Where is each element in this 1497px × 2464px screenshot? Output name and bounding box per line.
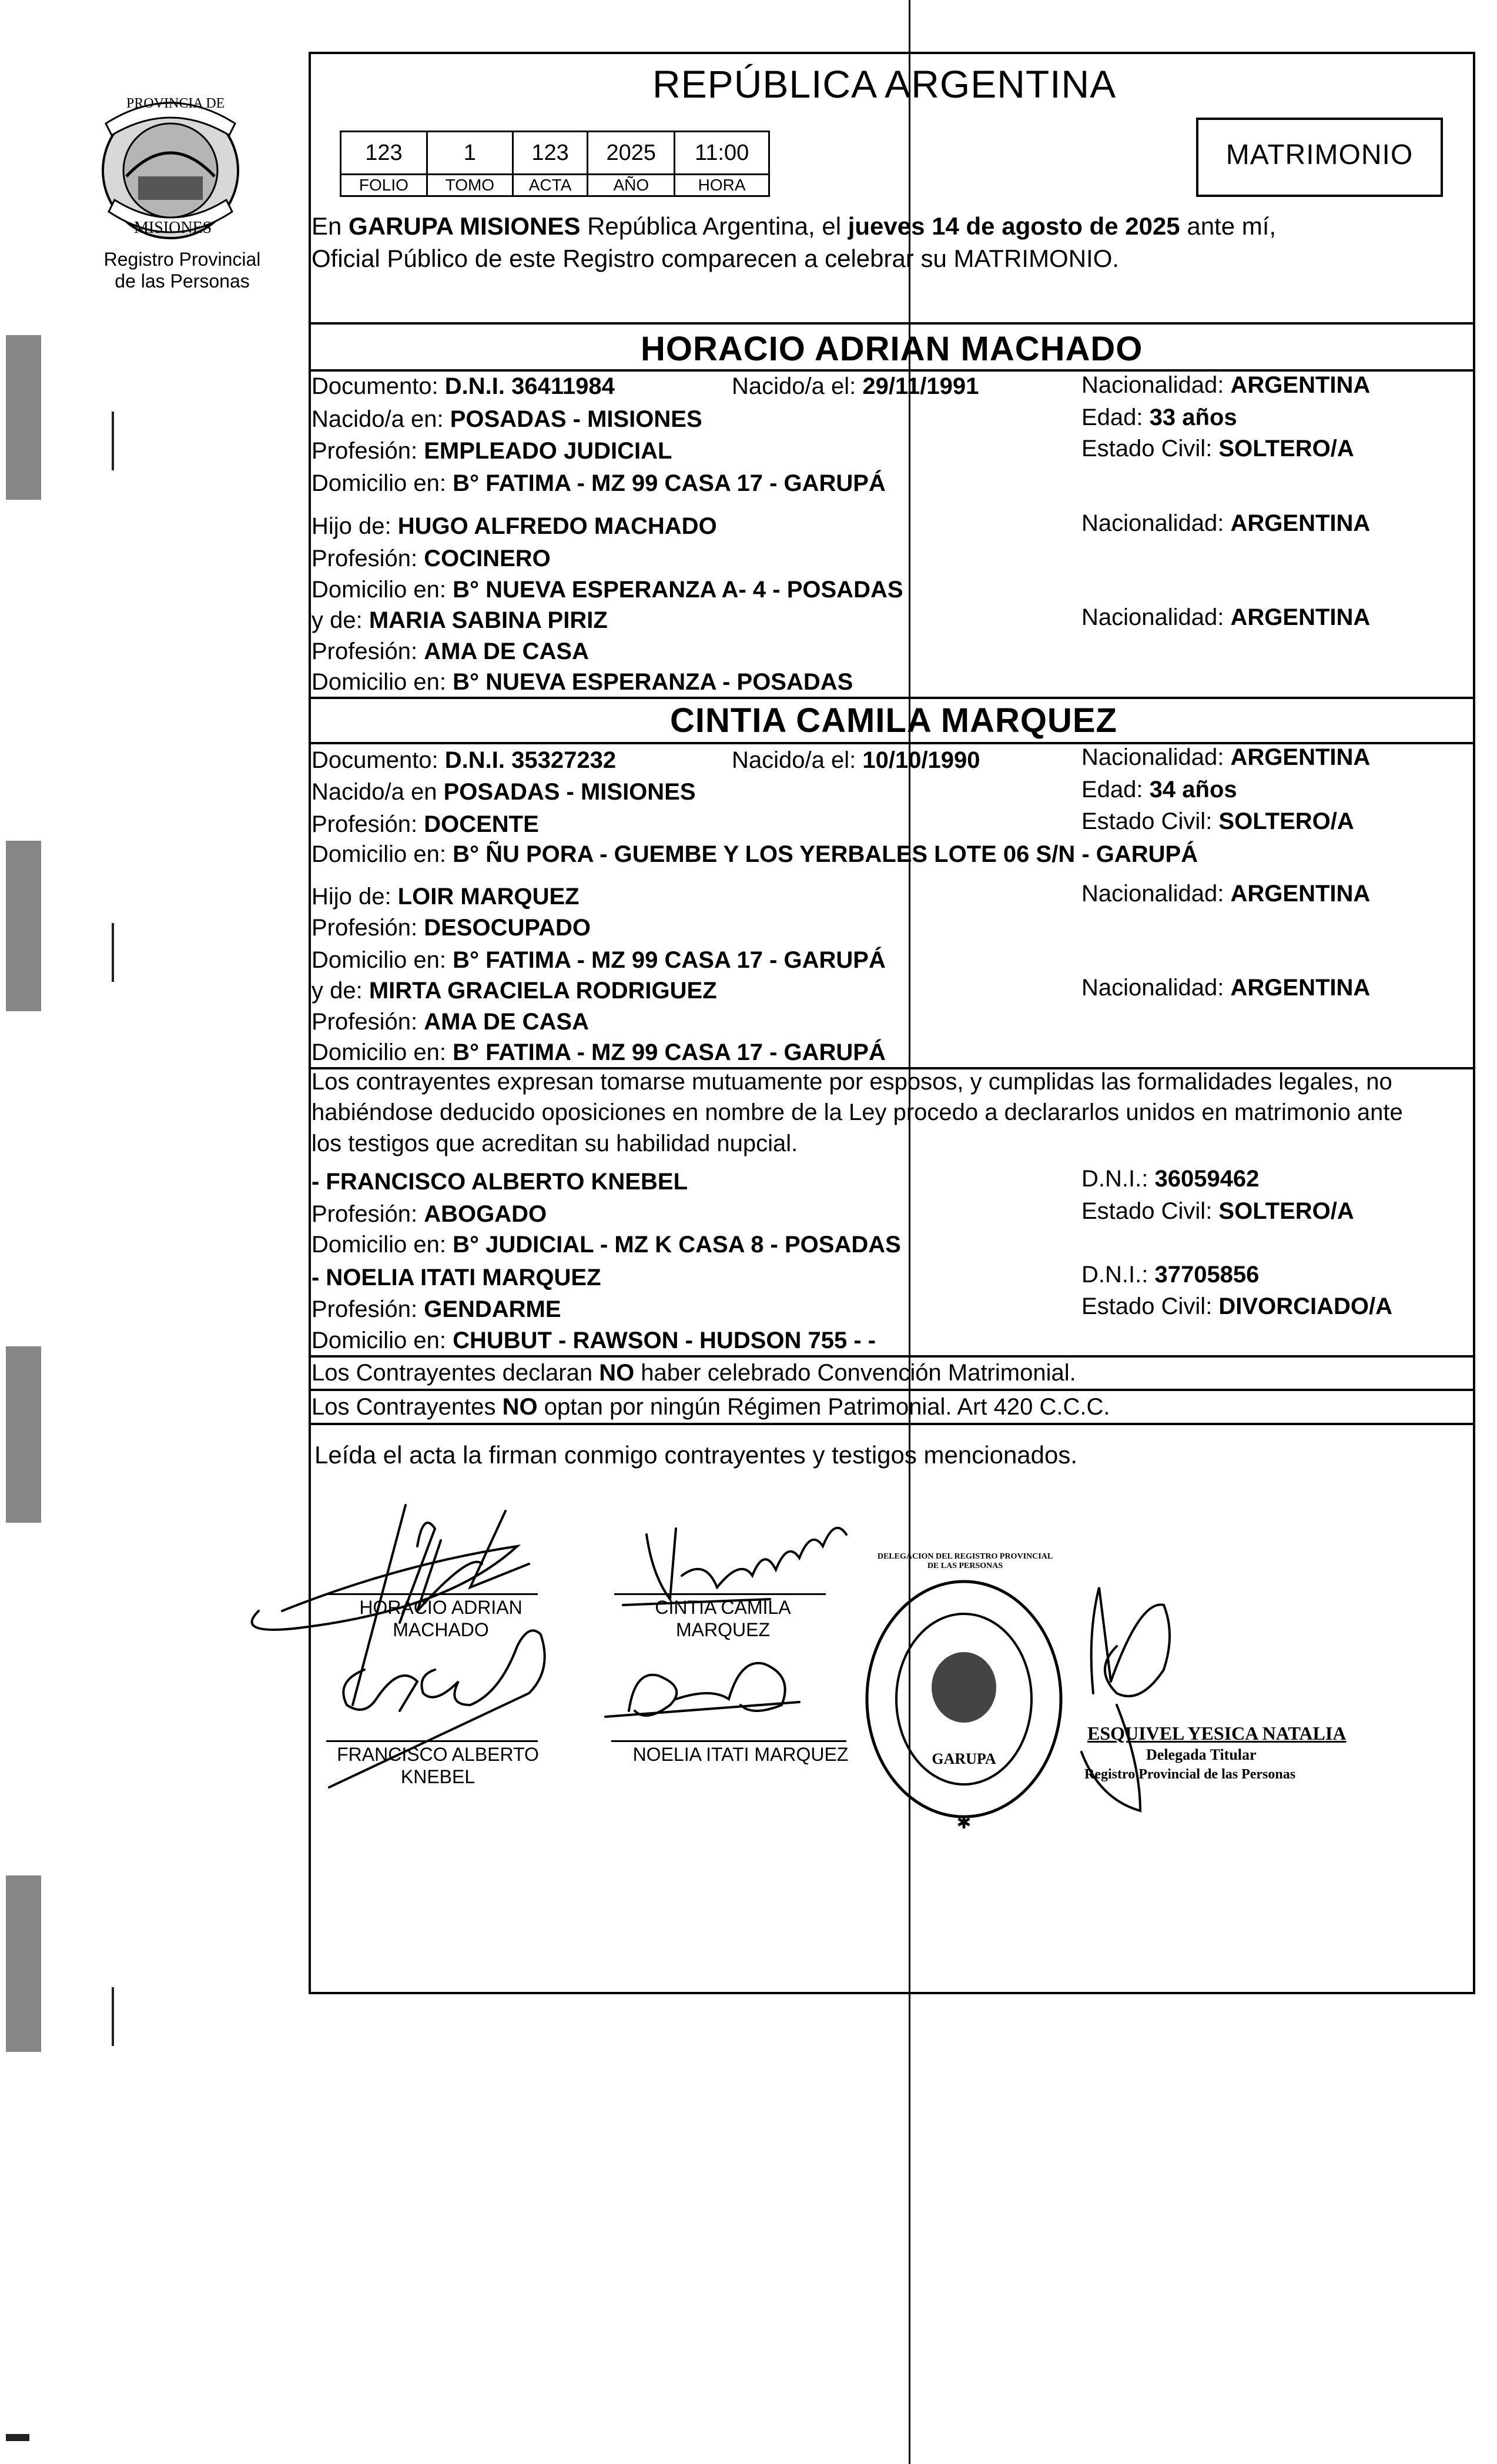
value: 29/11/1991 — [862, 373, 979, 399]
divider — [309, 1389, 1475, 1391]
sig-line — [326, 1740, 538, 1742]
intro-line-2: Oficial Público de este Registro comparecen a celebrar su MATRIMONIO. — [312, 245, 1120, 272]
label: Domicilio en: — [312, 841, 453, 867]
label: Nacido/a en: — [312, 406, 450, 432]
official-stamp — [858, 1570, 1070, 1834]
intro-line-1 — [312, 212, 1276, 241]
label: Profesión: — [312, 638, 424, 664]
value: ARGENTINA — [1230, 372, 1371, 398]
spouse1-mother-nacionalidad — [1081, 603, 1370, 632]
label: Nacido/a el: — [732, 373, 863, 399]
value: B° FATIMA - MZ 99 CASA 17 - GARUPÁ — [453, 470, 886, 496]
spouse1-nacido-en — [312, 404, 702, 434]
sig-label-spouse2 — [635, 1596, 811, 1641]
label: Estado Civil: — [1081, 436, 1219, 462]
label: Documento: — [312, 373, 445, 399]
registry-stamp-icon — [858, 1570, 1070, 1834]
spouse1-mother-profesion — [312, 637, 589, 666]
sig-line — [611, 1740, 846, 1742]
label: Profesión: — [312, 1201, 424, 1227]
sig-label-witness1 — [329, 1743, 547, 1788]
label: Nacionalidad: — [1081, 372, 1231, 398]
value: EMPLEADO JUDICIAL — [424, 438, 672, 464]
label: Nacionalidad: — [1081, 975, 1231, 1001]
label: Hijo de: — [312, 513, 398, 539]
value: SOLTERO/A — [1218, 436, 1354, 462]
official-office: Registro Provincial de las Personas — [1084, 1767, 1296, 1782]
line: KNEBEL — [400, 1766, 475, 1787]
stamp-center-text: GARUPA — [932, 1750, 996, 1767]
label: Nacionalidad: — [1081, 604, 1231, 630]
value: MIRTA GRACIELA RODRIGUEZ — [369, 978, 717, 1004]
value: B° NUEVA ESPERANZA - POSADAS — [453, 669, 853, 695]
witness1-name: - FRANCISCO ALBERTO KNEBEL — [312, 1169, 688, 1195]
label: Domicilio en: — [312, 1039, 453, 1065]
sig-line — [614, 1593, 826, 1595]
label: Documento: — [312, 747, 445, 773]
value: 34 años — [1149, 777, 1237, 803]
label: Domicilio en: — [312, 1328, 453, 1353]
value: DESOCUPADO — [424, 915, 591, 941]
witness2-dni — [1081, 1260, 1259, 1289]
spouse2-profesion — [312, 810, 539, 839]
label: Domicilio en: — [312, 577, 453, 603]
value: D.N.I. 36411984 — [444, 373, 615, 399]
declaration-line-2: habiéndose deducido oposiciones en nombre de la Ley procedo a declararlos unidos en matrimonio ante — [312, 1099, 1403, 1125]
page-title: REPÚBLICA ARGENTINA — [652, 62, 1117, 106]
label: Nacido/a el: — [732, 747, 863, 773]
spouse1-father-profesion — [312, 544, 551, 573]
label: Estado Civil: — [1081, 1293, 1219, 1319]
logo-caption-line1: Registro Provincial — [103, 249, 261, 270]
value: AMA DE CASA — [424, 638, 589, 664]
label: Hijo de: — [312, 884, 398, 910]
sig-label-witness2: NOELIA ITATI MARQUEZ — [632, 1744, 849, 1765]
divider — [309, 322, 1475, 325]
spouse2-nacionalidad — [1081, 743, 1370, 772]
divider — [309, 697, 1475, 699]
value: MARIA SABINA PIRIZ — [369, 607, 608, 633]
divider — [309, 1423, 1475, 1425]
spouse2-father — [312, 882, 580, 911]
label: Profesión: — [312, 546, 424, 571]
witness1-domicilio — [312, 1230, 901, 1259]
acta-value: 123 — [513, 132, 588, 175]
text: Los Contrayentes declaran — [312, 1360, 600, 1386]
intro-p2: República Argentina, el — [580, 212, 848, 240]
spouse2-mother-domicilio — [312, 1038, 886, 1067]
value: POSADAS - MISIONES — [450, 406, 702, 432]
label: Edad: — [1081, 777, 1150, 803]
value: ARGENTINA — [1230, 510, 1371, 536]
spouse2-estado — [1081, 807, 1354, 836]
spouse2-mother-profesion — [312, 1007, 589, 1037]
intro-date: jueves 14 de agosto de 2025 — [848, 212, 1180, 240]
spouse1-father — [312, 511, 717, 541]
witness2-signature — [605, 1663, 799, 1717]
value: 37705856 — [1154, 1262, 1260, 1288]
label: Profesión: — [312, 1009, 424, 1035]
line: CINTIA CAMILA — [655, 1597, 791, 1618]
spouse2-edad — [1081, 775, 1237, 804]
value: HUGO ALFREDO MACHADO — [397, 513, 717, 539]
spouse1-father-nacionalidad — [1081, 509, 1370, 538]
intro-place: GARUPA MISIONES — [349, 212, 581, 240]
label: Profesión: — [312, 1296, 424, 1322]
text: haber celebrado Convención Matrimonial. — [634, 1360, 1076, 1386]
value: DOCENTE — [424, 811, 539, 837]
value: 33 años — [1149, 404, 1237, 430]
spouse2-nacido-en — [312, 777, 696, 807]
spouse1-father-domicilio — [312, 575, 903, 604]
value: LOIR MARQUEZ — [397, 884, 580, 910]
svg-text:✱: ✱ — [956, 1813, 972, 1833]
value: ARGENTINA — [1230, 604, 1371, 630]
anio-value: 2025 — [588, 132, 675, 175]
hora-label: HORA — [675, 175, 769, 196]
value: POSADAS - MISIONES — [443, 779, 696, 805]
intro-p1: En — [312, 212, 349, 240]
declaration-line-1: Los contrayentes expresan tomarse mutuamente por esposos, y cumplidas las formalidades legales, no — [312, 1069, 1392, 1095]
line: FRANCISCO ALBERTO — [337, 1744, 539, 1765]
official-name: ESQUIVEL YESICA NATALIA — [1087, 1723, 1347, 1744]
label: y de: — [312, 607, 369, 633]
acta-label: ACTA — [513, 175, 588, 196]
spouse2-father-domicilio — [312, 945, 886, 975]
value: ARGENTINA — [1230, 975, 1371, 1001]
label: Estado Civil: — [1081, 1198, 1219, 1224]
hora-value: 11:00 — [675, 132, 769, 175]
text: optan por ningún Régimen Patrimonial. Art 420 C.C.C. — [537, 1394, 1110, 1420]
spouse1-edad — [1081, 403, 1237, 432]
spouse2-mother-nacionalidad — [1081, 973, 1370, 1002]
spouse1-mother-domicilio — [312, 667, 853, 697]
convention-line-2 — [312, 1392, 1110, 1422]
anio-label: AÑO — [588, 175, 675, 196]
spouse2-documento — [312, 745, 616, 775]
spouse1-nacionalidad — [1081, 370, 1370, 400]
witness1-dni — [1081, 1164, 1259, 1193]
spouse2-name: CINTIA CAMILA MARQUEZ — [670, 701, 1117, 740]
label: Edad: — [1081, 404, 1150, 430]
label: D.N.I.: — [1081, 1166, 1155, 1192]
label: Domicilio en: — [312, 1232, 453, 1258]
value: AMA DE CASA — [424, 1009, 589, 1035]
value: B° FATIMA - MZ 99 CASA 17 - GARUPÁ — [453, 1039, 886, 1065]
convention-line-1 — [312, 1358, 1076, 1388]
value: SOLTERO/A — [1218, 808, 1354, 834]
spouse2-father-nacionalidad — [1081, 879, 1370, 908]
value: SOLTERO/A — [1218, 1198, 1354, 1224]
witness2-name: - NOELIA ITATI MARQUEZ — [312, 1265, 601, 1290]
sig-label-spouse1 — [329, 1596, 552, 1641]
spouse1-name: HORACIO ADRIAN MACHADO — [641, 330, 1143, 368]
spouse1-profesion — [312, 436, 672, 466]
label: Profesión: — [312, 915, 424, 941]
divider — [309, 1355, 1475, 1358]
declaration-line-3: los testigos que acreditan su habilidad nupcial. — [312, 1131, 798, 1156]
witness2-profesion — [312, 1295, 561, 1324]
witness1-estado — [1081, 1196, 1354, 1226]
label: D.N.I.: — [1081, 1262, 1155, 1288]
spouse1-nacido-el — [732, 372, 979, 401]
value: 10/10/1990 — [862, 747, 980, 773]
witness2-domicilio — [312, 1326, 876, 1355]
text: Los Contrayentes — [312, 1394, 503, 1420]
emphasis: NO — [599, 1360, 635, 1386]
value: B° NUEVA ESPERANZA A- 4 - POSADAS — [453, 577, 903, 603]
label: Profesión: — [312, 811, 424, 837]
spouse2-mother — [312, 976, 717, 1005]
intro-p3: ante mí, — [1180, 212, 1277, 240]
official-title: Delegada Titular — [1146, 1746, 1257, 1763]
label: Nacionalidad: — [1081, 744, 1231, 770]
logo-caption-line2: de las Personas — [115, 270, 250, 292]
spouse2-nacido-el — [732, 745, 980, 775]
spouse2-father-profesion — [312, 913, 591, 942]
label: Nacionalidad: — [1081, 881, 1231, 907]
label: Domicilio en: — [312, 470, 453, 496]
closing-text: Leída el acta la firman conmigo contrayentes y testigos mencionados. — [314, 1441, 1078, 1469]
value: B° FATIMA - MZ 99 CASA 17 - GARUPÁ — [453, 947, 886, 973]
value: CHUBUT - RAWSON - HUDSON 755 - - — [453, 1328, 876, 1353]
value: DIVORCIADO/A — [1218, 1293, 1392, 1319]
sig-line — [326, 1593, 538, 1595]
logo-seal-text-top: PROVINCIA DE — [126, 96, 225, 111]
value: 36059462 — [1154, 1166, 1260, 1192]
label: Profesión: — [312, 438, 424, 464]
label: Nacionalidad: — [1081, 510, 1231, 536]
spouse1-mother — [312, 606, 608, 635]
value: COCINERO — [424, 546, 551, 571]
line: HORACIO ADRIAN — [359, 1597, 523, 1618]
label: Domicilio en: — [312, 669, 453, 695]
value: B° JUDICIAL - MZ K CASA 8 - POSADAS — [453, 1232, 901, 1258]
value: B° ÑU PORA - GUEMBE Y LOS YERBALES LOTE 06 S/N - GARUPÁ — [453, 841, 1198, 867]
spouse1-estado — [1081, 434, 1354, 463]
label: Estado Civil: — [1081, 808, 1219, 834]
folio-value: 123 — [341, 132, 427, 175]
value: GENDARME — [424, 1296, 561, 1322]
value: ABOGADO — [424, 1201, 547, 1227]
value: D.N.I. 35327232 — [444, 747, 617, 773]
witness2-estado — [1081, 1292, 1392, 1321]
spouse2-domicilio — [312, 840, 1198, 869]
value: ARGENTINA — [1230, 881, 1371, 907]
folio-label: FOLIO — [341, 175, 427, 196]
logo-seal-text-bottom: MISIONES — [134, 219, 212, 237]
tomo-label: TOMO — [427, 175, 513, 196]
line: MACHADO — [393, 1619, 489, 1640]
line: MARQUEZ — [676, 1619, 770, 1640]
value: ARGENTINA — [1230, 744, 1371, 770]
tomo-value: 1 — [427, 132, 513, 175]
label: Nacido/a en — [312, 779, 444, 805]
acta-reference-table — [340, 131, 770, 197]
emphasis: NO — [502, 1394, 538, 1420]
spouse1-documento — [312, 372, 615, 401]
witness1-profesion — [312, 1199, 547, 1229]
label: Domicilio en: — [312, 947, 453, 973]
label: y de: — [312, 978, 369, 1004]
spouse1-domicilio — [312, 469, 886, 498]
record-type-box: MATRIMONIO — [1196, 118, 1443, 197]
stamp-ring-text: DELEGACION DEL REGISTRO PROVINCIAL DE LAS PERSONAS — [877, 1552, 1053, 1570]
